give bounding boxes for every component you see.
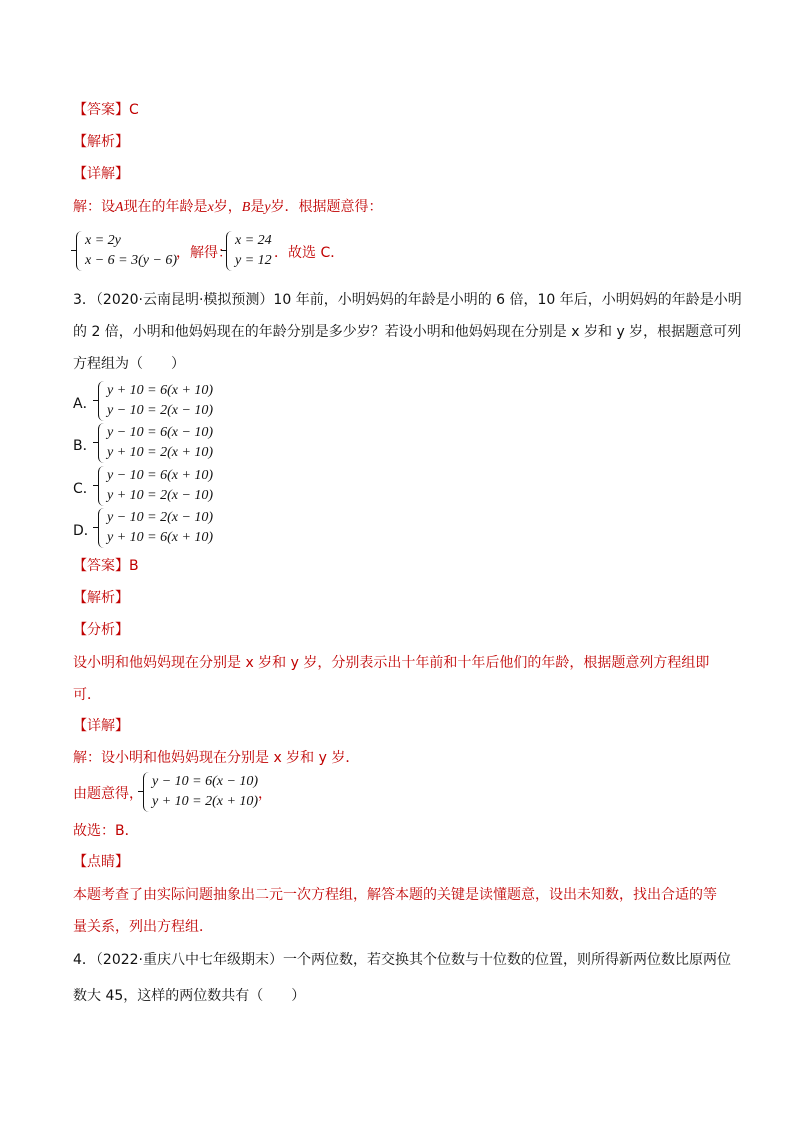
- answer-label: 【答案】: [73, 558, 129, 574]
- fenxi-line-1: 设小明和他妈妈现在分别是 x 岁和 y 岁，分别表示出十年前和十年后他们的年龄，根据题意列方程组即: [73, 655, 710, 671]
- analysis-label: 【解析】: [73, 134, 129, 150]
- analysis-label: 【解析】: [73, 590, 129, 606]
- q3-stem-line-2: 的 2 倍，小明和他妈妈现在的年龄分别是多少岁？若设小明和他妈妈现在分别是 x 岁和 y 岁，根据题意可列: [73, 324, 742, 340]
- q4-stem-line-1: 4．（2022·重庆八中七年级期末）一个两位数，若交换其个位数与十位数的位置，则所得新两位数比原两位: [73, 952, 731, 968]
- detail-line-2: 由题意得，: [73, 786, 143, 802]
- q4-stem-line-2: 数大 45，这样的两位数共有（ ）: [73, 988, 306, 1004]
- answer-value: B: [129, 558, 139, 574]
- dianjing-line-1: 本题考查了由实际问题抽象出二元一次方程组，解答本题的关键是读懂题意，设出未知数，找出合适的等: [73, 887, 717, 903]
- option-c-label: C．: [73, 481, 97, 497]
- solution-line: 解：设A现在的年龄是x岁，B是y岁．根据题意得：: [73, 199, 383, 215]
- option-a-label: A．: [73, 396, 97, 412]
- fenxi-line-2: 可．: [73, 687, 101, 703]
- answer-label: 【答案】: [73, 102, 129, 118]
- answer-value: C: [129, 102, 139, 118]
- fenxi-label: 【分析】: [73, 622, 129, 638]
- detail-label: 【详解】: [73, 718, 129, 734]
- q3-stem-line-3: 方程组为（ ）: [73, 356, 185, 372]
- answer-line-q3: [73, 556, 139, 576]
- choose-line: 故选：B．: [73, 823, 139, 839]
- detail-label: 【详解】: [73, 166, 129, 182]
- dianjing-label: 【点睛】: [73, 854, 129, 870]
- option-d-label: D．: [73, 523, 98, 539]
- q3-stem-line-1: 3．（2020·云南昆明·模拟预测）10 年前，小明妈妈的年龄是小明的 6 倍，10 年后，小明妈妈的年龄是小明: [73, 292, 742, 308]
- conclusion-text: ．故选 C．: [274, 245, 345, 261]
- answer-line-q2: [73, 100, 139, 120]
- detail-comma: ，: [258, 786, 272, 802]
- dianjing-line-2: 量关系，列出方程组．: [73, 919, 213, 935]
- option-b-label: B．: [73, 438, 97, 454]
- solve-text: ，解得：: [176, 245, 232, 261]
- detail-line-1: 解：设小明和他妈妈现在分别是 x 岁和 y 岁．: [73, 750, 360, 766]
